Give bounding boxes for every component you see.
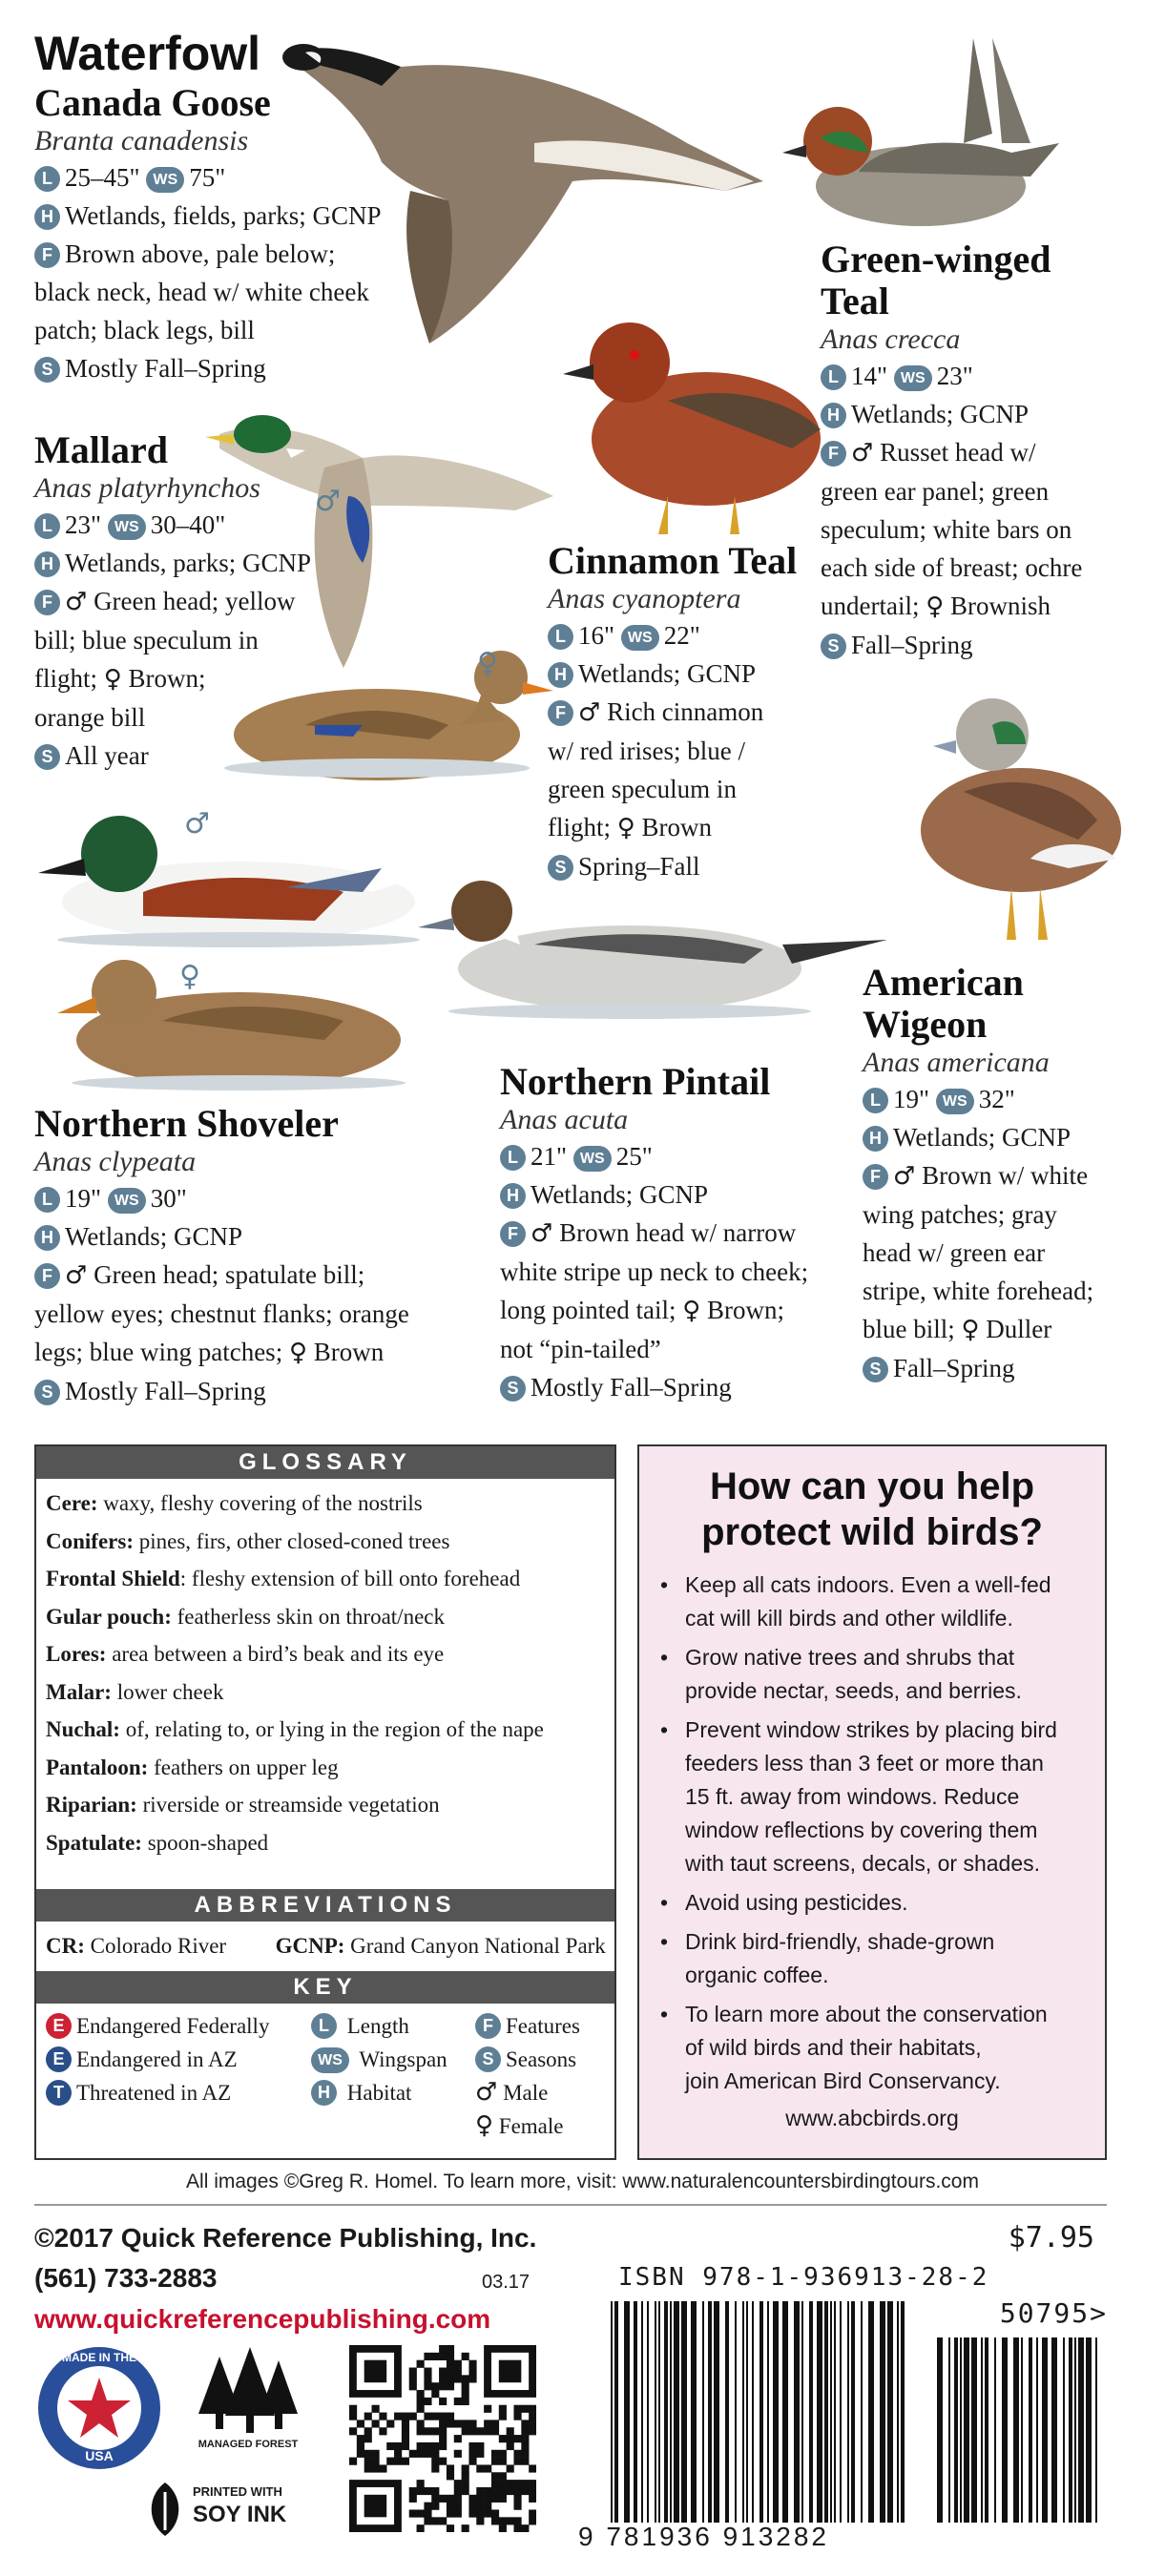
barcode-bar bbox=[830, 2301, 832, 2523]
glossary-entry: Nuchal: of, relating to, or lying in the region of the nape bbox=[46, 1717, 544, 1741]
features-line: w/ red irises; blue / bbox=[548, 737, 745, 765]
northern-pintail-illustration bbox=[418, 881, 887, 1019]
barcode-bar bbox=[742, 2301, 744, 2523]
features-line: F ♂ Russet head w/ bbox=[821, 433, 1159, 472]
barcode-bar bbox=[647, 2301, 649, 2523]
wingspan-badge: WS bbox=[621, 625, 659, 651]
key-features: F Features bbox=[475, 2009, 580, 2043]
section-title: Waterfowl bbox=[34, 27, 261, 80]
male-symbol-icon: ♂ bbox=[65, 588, 88, 616]
barcode-bar bbox=[868, 2301, 874, 2523]
barcode-bar bbox=[1042, 2337, 1048, 2523]
length-badge: L bbox=[34, 1187, 60, 1213]
help-title: How can you help protect wild birds? bbox=[701, 1465, 1043, 1553]
barcode-bar bbox=[954, 2337, 958, 2523]
features-line: speculum; white bars on bbox=[821, 515, 1072, 544]
copyright: ©2017 Quick Reference Publishing, Inc. bbox=[34, 2223, 537, 2253]
wingspan-badge: WS bbox=[894, 365, 932, 391]
scientific-name: Anas acuta bbox=[500, 1104, 629, 1135]
bullet-icon: • bbox=[660, 1929, 669, 1954]
size-line: L 14" WS 23" bbox=[821, 357, 1159, 395]
female-symbol-icon: ♀ bbox=[103, 665, 122, 694]
features-line: orange bill bbox=[34, 703, 146, 732]
barcode-bar bbox=[624, 2301, 630, 2523]
barcode-bar bbox=[782, 2301, 788, 2523]
green-winged-teal-entry bbox=[821, 239, 1159, 664]
features-line: F ♂ Brown w/ white bbox=[863, 1156, 1163, 1195]
habitat-line: H Wetlands, parks; GCNP bbox=[34, 544, 340, 582]
barcode-bar bbox=[1013, 2337, 1019, 2523]
barcode-bar bbox=[948, 2337, 950, 2523]
barcode-bar bbox=[981, 2337, 983, 2523]
help-item: • Prevent window strikes by placing bird feeders less than 3 feet or more than 15 ft. away from windows. Reduce window reflections by covering them with taut screens, decals, or shades. bbox=[660, 1714, 1105, 1880]
seasons-line: S Spring–Fall bbox=[548, 847, 834, 885]
usa-text: USA bbox=[85, 2448, 114, 2463]
mallard-entry bbox=[34, 429, 340, 775]
size-line: L 21" WS 25" bbox=[500, 1137, 853, 1175]
scientific-name: Anas cyanoptera bbox=[548, 583, 741, 614]
key-seasons: S Seasons bbox=[475, 2043, 580, 2076]
key-header: KEY bbox=[36, 1971, 614, 2004]
wingspan-badge: WS bbox=[108, 514, 146, 540]
price-addon-barcode bbox=[933, 2337, 1105, 2523]
barcode-bar bbox=[658, 2301, 660, 2523]
female-symbol-icon: ♀ bbox=[926, 592, 945, 621]
help-item: • To learn more about the conservation of wild birds and their habitats, join American Bird Conservancy. bbox=[660, 1998, 1105, 2098]
help-item: • Drink bird-friendly, shade-grown organic coffee. bbox=[660, 1925, 1105, 1992]
barcode-bar bbox=[861, 2301, 863, 2523]
bird-name-line2: Teal bbox=[821, 280, 889, 322]
barcode-bar bbox=[664, 2301, 668, 2523]
features-line: each side of breast; ochre bbox=[821, 553, 1083, 582]
features-line: patch; black legs, bill bbox=[34, 316, 255, 344]
male-symbol-icon: ♂ bbox=[851, 439, 874, 467]
length-badge: L bbox=[500, 1145, 526, 1171]
cinnamon-teal-entry bbox=[548, 540, 834, 885]
features-line: black neck, head w/ white cheek bbox=[34, 278, 369, 306]
barcode-bar bbox=[834, 2301, 836, 2523]
barcode-bar bbox=[1029, 2337, 1032, 2523]
barcode-bar bbox=[994, 2337, 996, 2523]
features-badge: F bbox=[821, 441, 846, 467]
wingspan-badge: WS bbox=[108, 1188, 146, 1214]
managed-forest-text: MANAGED FOREST bbox=[198, 2439, 299, 2450]
length-badge: L bbox=[34, 166, 60, 192]
features-line: legs; blue wing patches; ♀ Brown bbox=[34, 1338, 385, 1367]
glossary-entry: Gular pouch: featherless skin on throat/neck bbox=[46, 1604, 445, 1629]
glossary-entry: Pantaloon: feathers on upper leg bbox=[46, 1755, 339, 1779]
glossary-panel bbox=[34, 1444, 616, 2160]
features-line: flight; ♀ Brown; bbox=[34, 664, 206, 694]
bird-name-line1: Green-winged bbox=[821, 238, 1051, 280]
barcode-bar bbox=[1051, 2337, 1057, 2523]
barcode-bar bbox=[746, 2301, 748, 2523]
price-code: 50795> bbox=[999, 2297, 1108, 2329]
phone: (561) 733-2883 bbox=[34, 2263, 218, 2293]
made-in-text: MADE IN THE bbox=[62, 2351, 136, 2364]
bullet-icon: • bbox=[660, 2002, 669, 2026]
male-symbol-icon: ♂ bbox=[530, 1219, 553, 1248]
features-line: stripe, white forehead; bbox=[863, 1277, 1094, 1305]
length-badge: L bbox=[548, 624, 573, 650]
barcode-bar bbox=[681, 2301, 687, 2523]
scientific-name: Anas clypeata bbox=[34, 1146, 197, 1177]
soy-ink-text: SOY INK bbox=[193, 2502, 287, 2527]
size-line: L 19" WS 32" bbox=[863, 1080, 1163, 1118]
glossary-entry: Malar: lower cheek bbox=[46, 1679, 224, 1704]
bird-name: Northern Pintail bbox=[500, 1060, 771, 1103]
seasons-badge: S bbox=[34, 1380, 60, 1405]
key-habitat: H Habitat bbox=[311, 2076, 447, 2109]
bird-name: Mallard bbox=[34, 428, 168, 471]
barcode-bar bbox=[1063, 2337, 1065, 2523]
barcode-bar bbox=[611, 2301, 613, 2523]
habitat-badge: H bbox=[863, 1126, 888, 1152]
barcode-bar bbox=[752, 2301, 754, 2523]
features-line: blue bill; ♀ Duller bbox=[863, 1315, 1052, 1344]
barcode-number: 9 781936 913282 bbox=[578, 2522, 829, 2551]
key-length: L Length bbox=[311, 2009, 447, 2043]
barcode-bar bbox=[641, 2301, 643, 2523]
habitat-line: H Wetlands; GCNP bbox=[548, 654, 834, 693]
features-line: head w/ green ear bbox=[863, 1238, 1046, 1267]
made-in-usa-badge bbox=[36, 2345, 162, 2471]
wingspan-badge: WS bbox=[573, 1146, 612, 1172]
female-symbol-icon: ♀ bbox=[616, 814, 635, 842]
length-badge: L bbox=[821, 364, 846, 390]
glossary-entry: Riparian: riverside or streamside vegetation bbox=[46, 1793, 440, 1817]
trees-icon bbox=[191, 2347, 305, 2435]
barcode-bar bbox=[735, 2301, 737, 2523]
seasons-badge: S bbox=[34, 357, 60, 383]
soy-ink-badge bbox=[141, 2473, 294, 2549]
soy-leaf-icon bbox=[141, 2479, 189, 2540]
habitat-badge: H bbox=[821, 403, 846, 428]
size-line: L 16" WS 22" bbox=[548, 616, 834, 654]
qr-code-icon bbox=[349, 2345, 536, 2532]
features-badge: F bbox=[500, 1221, 526, 1247]
qr-code[interactable] bbox=[349, 2345, 536, 2532]
key-wingspan: WS Wingspan bbox=[311, 2043, 447, 2076]
help-item: • Grow native trees and shrubs that provide nectar, seeds, and berries. bbox=[660, 1641, 1105, 1708]
features-line: F ♂ Rich cinnamon bbox=[548, 693, 834, 732]
barcode-bar bbox=[840, 2301, 842, 2523]
abbreviations-row: CR: Colorado River GCNP: Grand Canyon National Park bbox=[46, 1934, 606, 1958]
key-threatened-az: T Threatened in AZ bbox=[46, 2076, 269, 2109]
american-wigeon-illustration bbox=[921, 698, 1121, 940]
scientific-name: Branta canadensis bbox=[34, 125, 249, 156]
features-line: F Brown above, pale below; bbox=[34, 235, 416, 273]
barcode-bar bbox=[897, 2301, 899, 2523]
barcode-bar bbox=[674, 2301, 679, 2523]
female-symbol-icon: ♀ bbox=[961, 1316, 980, 1344]
features-line: green ear panel; green bbox=[821, 477, 1050, 506]
barcode-bar bbox=[670, 2301, 672, 2523]
barcode-bar bbox=[773, 2301, 779, 2523]
glossary-entry: Conifers: pines, firs, other closed-coned trees bbox=[46, 1528, 450, 1553]
help-list bbox=[639, 1568, 1105, 2098]
isbn: ISBN 978-1-936913-28-2 bbox=[618, 2263, 989, 2292]
barcode-bar bbox=[964, 2337, 969, 2523]
green-winged-teal-illustration bbox=[782, 38, 1059, 226]
glossary-entry: Spatulate: spoon-shaped bbox=[46, 1830, 269, 1855]
cinnamon-teal-illustration bbox=[563, 322, 821, 534]
barcode-bar bbox=[634, 2301, 637, 2523]
isbn-barcode bbox=[607, 2301, 912, 2523]
canada-goose-entry bbox=[34, 82, 416, 387]
glossary-entry: Cere: waxy, fleshy covering of the nostrils bbox=[46, 1491, 423, 1515]
length-badge: L bbox=[34, 513, 60, 539]
bird-name-line1: American bbox=[863, 961, 1024, 1004]
barcode-bar bbox=[708, 2301, 712, 2523]
scientific-name: Anas platyrhynchos bbox=[34, 472, 260, 504]
barcode-bar bbox=[1086, 2337, 1092, 2523]
barcode-bar bbox=[1036, 2337, 1038, 2523]
size-line: L 23" WS 30–40" bbox=[34, 506, 340, 544]
barcode-bar bbox=[887, 2301, 893, 2523]
length-badge: L bbox=[863, 1088, 888, 1113]
barcode-bar bbox=[1069, 2337, 1072, 2523]
seasons-badge: S bbox=[500, 1376, 526, 1402]
barcode-bar bbox=[851, 2301, 855, 2523]
barcode-bar bbox=[937, 2337, 943, 2523]
barcode-bar bbox=[655, 2301, 656, 2523]
barcode-bar bbox=[794, 2301, 800, 2523]
habitat-badge: H bbox=[500, 1183, 526, 1209]
seasons-badge: S bbox=[863, 1357, 888, 1382]
northern-pintail-entry bbox=[500, 1061, 853, 1406]
price: $7.95 bbox=[1008, 2221, 1094, 2254]
male-symbol-icon: ♂ bbox=[65, 1261, 88, 1290]
features-badge: F bbox=[34, 590, 60, 615]
bird-name: Cinnamon Teal bbox=[548, 539, 798, 582]
northern-shoveler-entry bbox=[34, 1103, 483, 1410]
managed-forest-badge bbox=[191, 2347, 305, 2462]
size-line: L 25–45" WS 75" bbox=[34, 158, 416, 197]
male-marker-mallard-icon: ♂ bbox=[315, 485, 341, 518]
edition: 03.17 bbox=[482, 2272, 530, 2293]
habitat-line: H Wetlands; GCNP bbox=[863, 1118, 1163, 1156]
scientific-name: Anas crecca bbox=[821, 323, 961, 355]
wingspan-badge: WS bbox=[936, 1089, 974, 1114]
barcode-bar bbox=[614, 2301, 618, 2523]
features-badge: F bbox=[34, 242, 60, 268]
glossary-list bbox=[36, 1479, 614, 1861]
features-badge: F bbox=[863, 1164, 888, 1190]
bullet-icon: • bbox=[660, 1645, 669, 1670]
features-badge: F bbox=[548, 700, 573, 726]
glossary-entry: Lores: area between a bird’s beak and its eye bbox=[46, 1642, 445, 1666]
help-panel bbox=[637, 1444, 1107, 2160]
features-line: flight; ♀ Brown bbox=[548, 813, 713, 842]
features-line: F ♂ Green head; yellow bbox=[34, 582, 340, 621]
features-line: bill; blue speculum in bbox=[34, 626, 259, 654]
male-marker-shoveler-icon: ♂ bbox=[184, 807, 210, 841]
male-symbol-icon: ♂ bbox=[578, 698, 601, 727]
seasons-badge: S bbox=[34, 744, 60, 770]
features-line: F ♂ Brown head w/ narrow bbox=[500, 1214, 853, 1253]
barcode-bar bbox=[847, 2301, 849, 2523]
habitat-line: H Wetlands; GCNP bbox=[34, 1217, 483, 1256]
habitat-line: H Wetlands, fields, parks; GCNP bbox=[34, 197, 416, 235]
male-symbol-icon: ♂ bbox=[893, 1162, 916, 1191]
help-item: • Keep all cats indoors. Even a well-fed cat will kill birds and other wildlife. bbox=[660, 1568, 1105, 1635]
glossary-entry: Frontal Shield: fleshy extension of bill onto forehead bbox=[46, 1567, 521, 1590]
habitat-badge: H bbox=[548, 662, 573, 688]
barcode-bar bbox=[767, 2301, 769, 2523]
key-male: ♂ Male bbox=[475, 2078, 549, 2107]
help-url-link[interactable]: www.abcbirds.org bbox=[785, 2106, 959, 2130]
barcode-bar bbox=[1002, 2337, 1008, 2523]
key-endangered-federally: E Endangered Federally bbox=[46, 2009, 269, 2043]
seasons-badge: S bbox=[821, 634, 846, 659]
seasons-line: S Mostly Fall–Spring bbox=[34, 1372, 483, 1410]
barcode-bar bbox=[817, 2301, 822, 2523]
barcode-bar bbox=[725, 2301, 729, 2523]
barcode-bar bbox=[1095, 2337, 1097, 2523]
barcode-bar bbox=[702, 2301, 704, 2523]
bird-name: Northern Shoveler bbox=[34, 1102, 339, 1145]
barcode-bar bbox=[1074, 2337, 1076, 2523]
female-marker-shoveler-icon: ♀ bbox=[179, 960, 200, 993]
printed-with-text: PRINTED WITH bbox=[193, 2484, 282, 2499]
bullet-icon: • bbox=[660, 1717, 669, 1742]
northern-shoveler-female-illustration bbox=[57, 960, 406, 1091]
features-line: long pointed tail; ♀ Brown; bbox=[500, 1296, 785, 1325]
wingspan-badge: WS bbox=[146, 167, 184, 193]
barcode-bar bbox=[691, 2301, 697, 2523]
features-line: white stripe up neck to cheek; bbox=[500, 1257, 809, 1286]
features-line: undertail; ♀ Brownish bbox=[821, 592, 1051, 621]
seasons-line: S All year bbox=[34, 737, 340, 775]
features-line: green speculum in bbox=[548, 775, 737, 803]
female-symbol-icon: ♀ bbox=[682, 1297, 701, 1325]
features-line: not “pin-tailed” bbox=[500, 1335, 661, 1363]
northern-shoveler-male-illustration bbox=[38, 816, 420, 947]
seasons-badge: S bbox=[548, 855, 573, 881]
key-endangered-az: E Endangered in AZ bbox=[46, 2043, 269, 2076]
bullet-icon: • bbox=[660, 1572, 669, 1597]
barcode-bar bbox=[880, 2301, 885, 2523]
seasons-line: S Fall–Spring bbox=[863, 1349, 1163, 1387]
barcode-bar bbox=[960, 2337, 962, 2523]
features-line: yellow eyes; chestnut flanks; orange bbox=[34, 1299, 409, 1328]
help-item: • Avoid using pesticides. bbox=[660, 1886, 1105, 1920]
barcode-bar bbox=[1078, 2337, 1084, 2523]
bird-name: Canada Goose bbox=[34, 81, 271, 124]
american-wigeon-entry bbox=[863, 962, 1163, 1387]
barcode-bar bbox=[759, 2301, 763, 2523]
features-line: wing patches; gray bbox=[863, 1200, 1057, 1229]
barcode-bar bbox=[985, 2337, 988, 2523]
barcode-bar bbox=[809, 2301, 813, 2523]
habitat-badge: H bbox=[34, 1225, 60, 1251]
seasons-line: S Mostly Fall–Spring bbox=[34, 349, 416, 387]
image-credit: All images ©Greg R. Homel. To learn more, visit: www.naturalencountersbirdingtours.com bbox=[186, 2171, 979, 2192]
habitat-badge: H bbox=[34, 204, 60, 230]
female-marker-mallard-icon: ♀ bbox=[477, 647, 498, 680]
barcode-bar bbox=[1021, 2337, 1023, 2523]
glossary-header: GLOSSARY bbox=[36, 1446, 614, 1479]
divider bbox=[34, 2204, 1107, 2206]
abbreviations-header: ABBREVIATIONS bbox=[36, 1889, 614, 1922]
bullet-icon: • bbox=[660, 1890, 669, 1915]
female-symbol-icon: ♀ bbox=[288, 1339, 307, 1367]
barcode-bar bbox=[714, 2301, 719, 2523]
barcode-bar bbox=[824, 2301, 828, 2523]
features-badge: F bbox=[34, 1263, 60, 1289]
habitat-badge: H bbox=[34, 551, 60, 577]
barcode-bar bbox=[801, 2301, 803, 2523]
habitat-line: H Wetlands; GCNP bbox=[500, 1175, 853, 1214]
size-line: L 19" WS 30" bbox=[34, 1179, 483, 1217]
barcode-bar bbox=[971, 2337, 977, 2523]
female-symbol-icon: ♀ bbox=[475, 2111, 494, 2140]
key-female: ♀ Female bbox=[475, 2111, 564, 2140]
seasons-line: S Fall–Spring bbox=[821, 626, 1159, 664]
publisher-website-link[interactable]: www.quickreferencepublishing.com bbox=[34, 2304, 491, 2334]
male-symbol-icon: ♂ bbox=[475, 2078, 498, 2107]
seasons-line: S Mostly Fall–Spring bbox=[500, 1368, 853, 1406]
features-line: F ♂ Green head; spatulate bill; bbox=[34, 1256, 483, 1295]
barcode-bar bbox=[901, 2301, 905, 2523]
habitat-line: H Wetlands; GCNP bbox=[821, 395, 1159, 433]
bird-name-line2: Wigeon bbox=[863, 1003, 988, 1046]
scientific-name: Anas americana bbox=[863, 1047, 1050, 1078]
